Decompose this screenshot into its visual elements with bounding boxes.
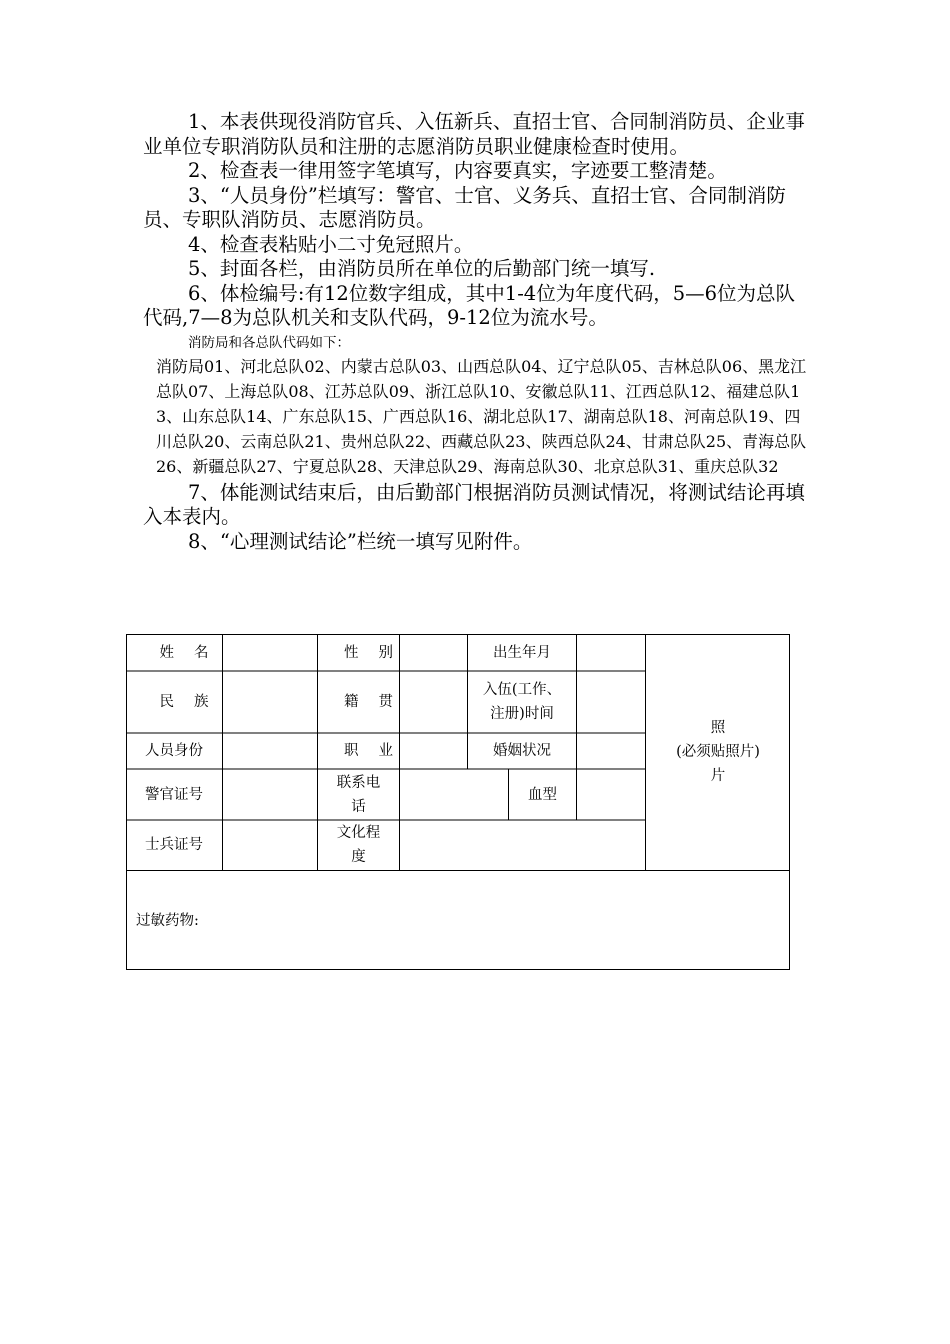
phone-label-line1: 联系电 xyxy=(336,774,381,791)
instruction-6: 6、体检编号:有12位数字组成，其中1-4位为年度代码，5—6位为总队代码,7—8为总队机关和支队代码，9-12位为流水号。 xyxy=(143,281,796,329)
ethnicity-field[interactable] xyxy=(223,671,317,733)
instructions-section xyxy=(143,110,809,554)
officer-id-label: 警官证号 xyxy=(145,786,203,803)
instruction-5: 5、封面各栏，由消防员所在单位的后勤部门统一填写. xyxy=(188,257,656,280)
enlist-time-label-line1: 入伍(工作、 xyxy=(482,682,562,698)
identity-field[interactable] xyxy=(223,733,317,769)
blood-type-field[interactable] xyxy=(577,769,645,820)
instruction-1: 1、本表供现役消防官兵、入伍新兵、直招士官、合同制消防员、企业事业单位专职消防队员和注册的志愿消防员职业健康检查时使用。 xyxy=(143,110,805,158)
allergy-field[interactable] xyxy=(216,874,786,966)
enlist-time-label-line2: 注册)时间 xyxy=(490,706,554,722)
blood-type-label: 血型 xyxy=(528,786,557,803)
soldier-id-field[interactable] xyxy=(223,820,317,870)
occupation-field[interactable] xyxy=(400,733,467,769)
gender-field[interactable] xyxy=(400,634,467,671)
personal-info-form xyxy=(126,634,790,970)
soldier-id-label: 士兵证号 xyxy=(145,837,203,853)
education-label xyxy=(318,820,399,870)
enlist-time-label xyxy=(468,671,576,733)
instruction-8: 8、“心理测试结论”栏统一填写见附件。 xyxy=(188,529,533,553)
identity-label: 人员身份 xyxy=(145,743,203,759)
education-field[interactable] xyxy=(400,820,645,870)
enlist-time-field[interactable] xyxy=(577,671,645,733)
name-field[interactable] xyxy=(223,634,317,671)
birth-label: 出生年月 xyxy=(493,644,551,661)
phone-label xyxy=(318,769,399,820)
instruction-4: 4、检查表粘贴小二寸免冠照片。 xyxy=(188,232,474,256)
occupation-label: 职业 xyxy=(344,743,413,759)
phone-field[interactable] xyxy=(400,769,508,820)
marital-status-label: 婚姻状况 xyxy=(493,743,551,759)
gender-label: 性别 xyxy=(344,644,413,661)
birth-field[interactable] xyxy=(577,634,645,671)
native-place-field[interactable] xyxy=(400,671,467,733)
native-place-label: 籍贯 xyxy=(344,694,413,710)
photo-label-line3: 片 xyxy=(710,768,726,784)
photo-label-line1: 照 xyxy=(710,720,726,736)
marital-status-field[interactable] xyxy=(577,733,645,769)
allergy-label: 过敏药物: xyxy=(136,913,199,929)
name-label: 姓名 xyxy=(159,644,229,661)
photo-area[interactable] xyxy=(646,634,790,870)
officer-id-field[interactable] xyxy=(223,769,317,820)
phone-label-line2: 话 xyxy=(351,798,366,815)
ethnicity-label: 民族 xyxy=(159,694,229,710)
instruction-2: 2、检查表一律用签字笔填写，内容要真实，字迹要工整清楚。 xyxy=(188,159,727,182)
code-list: 消防局01、河北总队02、内蒙古总队03、山西总队04、辽宁总队05、吉林总队06、黑龙江总队07、上海总队08、江苏总队09、浙江总队10、安徽总队11、江西总队12、福建总队13、山东总队14、广东总队15、广西总队16、湖北总队17、湖南总队18、河南总队19、四川总队20、云南总队21、贵州总队22、西藏总队23、陕西总队24、甘肃总队25、青海总队26、新疆总队27、宁夏总队28、天津总队29、海南总队30、北京总队31、重庆总队32 xyxy=(156,356,807,476)
instruction-3: 3、“人员身份”栏填写：警官、士官、义务兵、直招士官、合同制消防员、专职队消防员、志愿消防员。 xyxy=(143,183,786,231)
code-list-title: 消防局和各总队代码如下： xyxy=(188,334,350,351)
instruction-7: 7、体能测试结束后，由后勤部门根据消防员测试情况，将测试结论再填入本表内。 xyxy=(143,480,805,528)
photo-label-line2: (必须贴照片) xyxy=(676,744,760,760)
education-label-line1: 文化程 xyxy=(336,825,381,841)
education-label-line2: 度 xyxy=(351,849,366,865)
